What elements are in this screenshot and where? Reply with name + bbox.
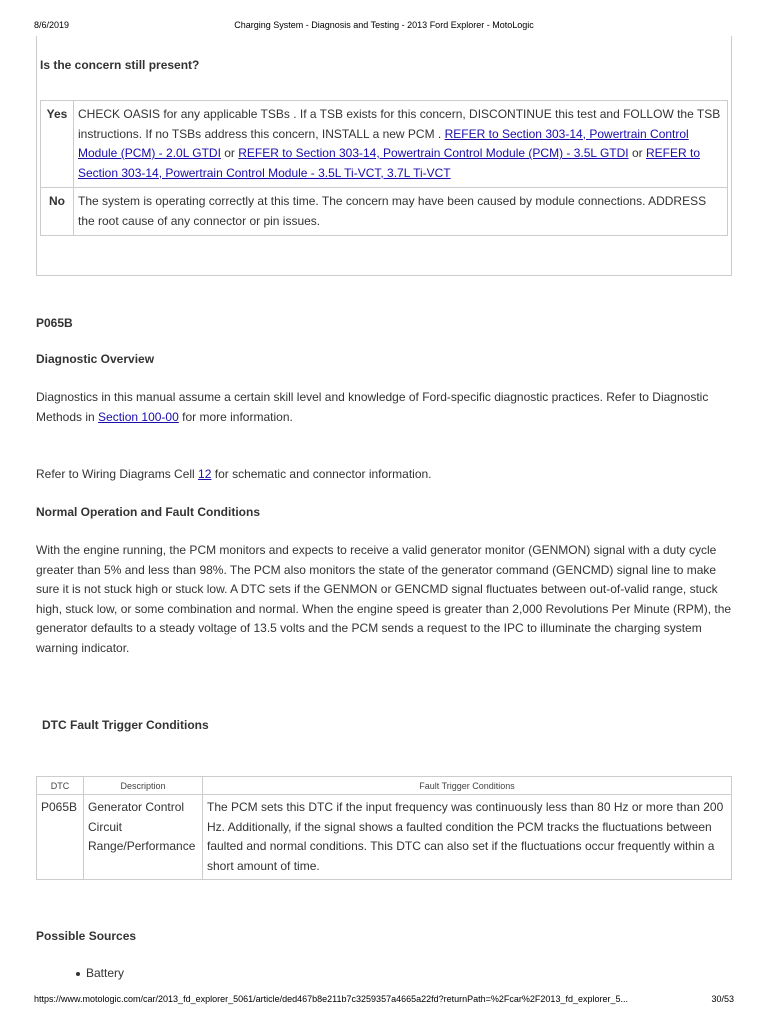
- column-header-description: Description: [84, 777, 203, 795]
- diagnostic-overview-text: [36, 388, 736, 427]
- normal-operation-heading: Normal Operation and Fault Conditions: [36, 505, 261, 519]
- source-item-label: Battery: [86, 966, 125, 980]
- or-text: or: [220, 146, 239, 160]
- normal-operation-text: With the engine running, the PCM monitors and expects to receive a valid generator monitor (GENMON) signal with a duty cycle greater than 5% and less than 98%. The PCM also monitors the state of the generator command (GENCMD) signal line to make sure it is not stuck high or stuck low. A DTC sets if the GENMON or GENCMD signal fluctuates between out-of-valid range, stuck high, stuck low, or some combination and normal. When the engine speed is greater than 2,000 Revolutions Per Minute (RPM), the generator defaults to a steady voltage of 13.5 volts and the PCM sends a request to the IPC to illuminate the charging system warning indicator.: [36, 543, 732, 655]
- wiring-text-start: Refer to Wiring Diagrams Cell: [36, 467, 199, 481]
- step-question: Is the concern still present?: [40, 58, 200, 72]
- diagnostic-overview-heading: Diagnostic Overview: [36, 352, 155, 366]
- print-url: https://www.motologic.com/car/2013_fd_explorer_5061/article/ded467b8e211b7c3259357a4665a22fd?returnPath=%2Fcar%2F2013_fd_explorer_5...: [34, 994, 628, 1004]
- overview-text-end: for more information.: [178, 409, 293, 424]
- wiring-diagram-text: [36, 465, 736, 485]
- no-key: No: [41, 188, 74, 236]
- dtc-cell: P065B: [37, 795, 84, 880]
- print-date: 8/6/2019: [34, 20, 70, 30]
- wiring-cell-12-link[interactable]: 12: [198, 467, 212, 481]
- column-header-dtc: DTC: [37, 777, 84, 795]
- conditions-cell: The PCM sets this DTC if the input frequency was continuously less than 80 Hz or more than 200 Hz. Additionally, if the signal shows a faulted condition the PCM tracks the fluctuations between faulted and normal conditions. This DTC can also set if the fluctuations occur frequently within a short amount of time.: [203, 795, 732, 880]
- print-title: Charging System - Diagnosis and Testing - 2013 Ford Explorer - MotoLogic: [234, 20, 534, 30]
- yes-text: CHECK OASIS for any applicable TSBs . If a TSB exists for this concern, DISCONTINUE this test and FOLLOW the TSB instructions. If no TSBs address this concern, INSTALL a new PCM .: [78, 107, 721, 141]
- wiring-text-end: for schematic and connector information.: [211, 467, 432, 481]
- page-number: 30/53: [711, 994, 734, 1004]
- no-action: The system is operating correctly at this time. The concern may have been caused by module connections. ADDRESS the root cause of any connector or pin issues.: [74, 188, 728, 236]
- list-item: [76, 966, 124, 980]
- table-row: [37, 795, 732, 880]
- column-header-conditions: Fault Trigger Conditions: [203, 777, 732, 795]
- table-header-row: [37, 777, 732, 795]
- section-100-00-link[interactable]: Section 100-00: [98, 409, 179, 424]
- overview-text-start: Diagnostics in this manual assume a certain skill level and knowledge of Ford-specific diagnostic practices. Refer to Diagnostic Methods in: [36, 390, 709, 424]
- bullet-icon: [76, 972, 80, 976]
- yes-action: [74, 101, 728, 188]
- yes-key: Yes: [41, 101, 74, 188]
- dtc-code-heading: P065B: [36, 316, 73, 330]
- possible-sources-heading: Possible Sources: [36, 929, 137, 943]
- yes-no-table: [40, 100, 728, 236]
- pcm-ti-vct-link[interactable]: REFER to Section 303-14, Powertrain Control Module - 3.5L Ti-VCT, 3.7L Ti-VCT: [78, 146, 700, 180]
- description-cell: Generator Control Circuit Range/Performance: [84, 795, 203, 880]
- or-text: or: [628, 146, 646, 160]
- print-header: [0, 0, 768, 30]
- fault-trigger-heading: DTC Fault Trigger Conditions: [42, 718, 209, 732]
- pcm-2-0l-gtdi-link[interactable]: REFER to Section 303-14, Powertrain Control Module (PCM) - 2.0L GTDI: [78, 126, 689, 160]
- table-row: [41, 101, 728, 188]
- fault-trigger-table: [36, 776, 732, 880]
- pcm-3-5l-gtdi-link[interactable]: REFER to Section 303-14, Powertrain Control Module (PCM) - 3.5L GTDI: [238, 146, 629, 160]
- table-row: [41, 188, 728, 236]
